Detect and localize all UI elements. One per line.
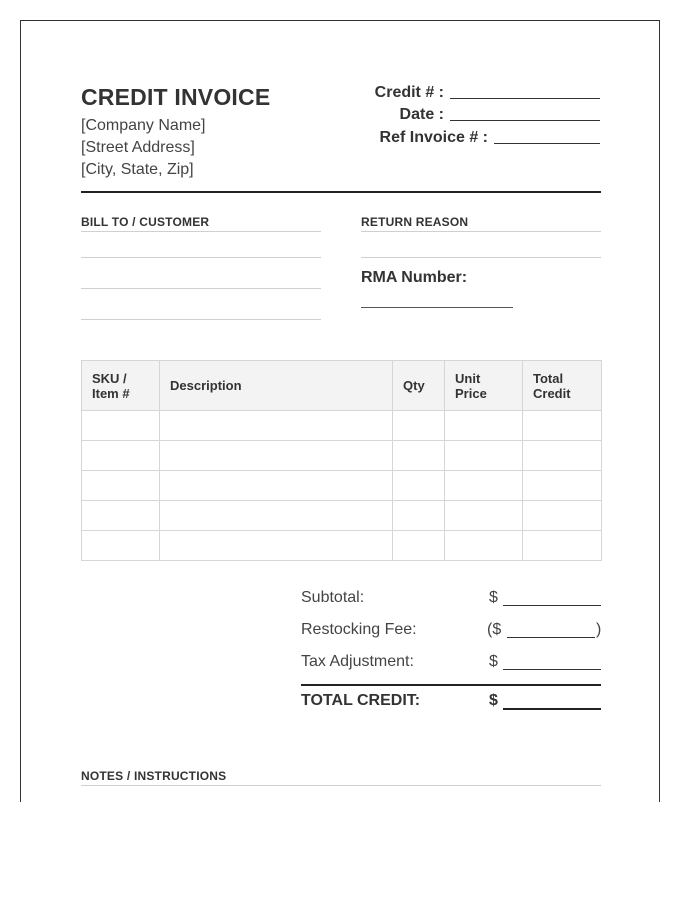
table-cell[interactable] [523,411,602,441]
rma-number-label: RMA Number: [361,269,468,286]
table-cell[interactable] [82,501,160,531]
date-field[interactable] [400,104,600,124]
column-header-description: Description [160,361,393,411]
rma-number-line[interactable] [361,307,513,308]
tax-adjustment-label: Tax Adjustment: [301,653,414,670]
notes-label: NOTES / INSTRUCTIONS [81,769,227,783]
date-label: Date : [399,106,444,123]
bill-to-line-2[interactable] [81,288,321,289]
credit-number-line [450,97,600,99]
credit-number-field[interactable] [375,82,600,102]
tax-adjustment-currency: $ [489,653,498,670]
column-header-qty: Qty [393,361,445,411]
city-state-zip: [City, State, Zip] [81,161,194,178]
date-line [450,119,600,121]
table-cell[interactable] [393,411,445,441]
street-address: [Street Address] [81,139,195,156]
column-header-unit-price: Unit Price [445,361,523,411]
ref-invoice-line [494,142,600,144]
header-divider [81,191,601,193]
table-cell[interactable] [82,441,160,471]
table-cell[interactable] [523,501,602,531]
bill-to-line-3[interactable] [81,319,321,320]
restocking-fee-open: ($ [487,621,502,638]
table-cell[interactable] [445,411,523,441]
bill-to-label: BILL TO / CUSTOMER [81,215,210,229]
table-cell[interactable] [160,411,393,441]
table-cell[interactable] [523,441,602,471]
table-cell[interactable] [393,501,445,531]
ref-invoice-field[interactable] [380,127,600,147]
table-row [82,411,602,441]
return-reason-label: RETURN REASON [361,215,469,229]
restocking-fee-label: Restocking Fee: [301,621,417,638]
subtotal-label: Subtotal: [301,589,365,606]
total-credit-label: TOTAL CREDIT: [301,692,421,709]
table-cell[interactable] [445,471,523,501]
table-cell[interactable] [82,411,160,441]
table-row [82,531,602,561]
subtotal-line[interactable] [503,605,601,606]
table-cell[interactable] [445,441,523,471]
table-cell[interactable] [393,441,445,471]
company-name: [Company Name] [81,117,206,134]
table-cell[interactable] [445,531,523,561]
tax-adjustment-line[interactable] [503,669,601,670]
credit-number-label: Credit # : [374,84,444,101]
ref-invoice-label: Ref Invoice # : [379,129,488,146]
table-cell[interactable] [393,531,445,561]
table-cell[interactable] [160,441,393,471]
table-cell[interactable] [160,501,393,531]
table-cell[interactable] [82,471,160,501]
return-reason-underline [361,231,601,232]
return-reason-line[interactable] [361,257,601,258]
table-row [82,471,602,501]
total-divider [301,684,601,686]
table-header-row [82,361,602,411]
subtotal-currency: $ [489,589,498,606]
table-cell[interactable] [393,471,445,501]
bill-to-underline [81,231,321,232]
column-header-sku: SKU / Item # [82,361,160,411]
table-cell[interactable] [523,471,602,501]
table-cell[interactable] [82,531,160,561]
table-cell[interactable] [445,501,523,531]
total-credit-line[interactable] [503,708,601,710]
items-table [81,360,602,561]
page-title: CREDIT INVOICE [81,84,271,110]
table-row [82,441,602,471]
table-cell[interactable] [160,531,393,561]
notes-underline [81,785,601,786]
restocking-fee-line[interactable] [507,637,595,638]
column-header-total-credit: Total Credit [523,361,602,411]
total-credit-currency: $ [489,692,498,709]
restocking-fee-close: ) [596,621,602,638]
table-row [82,501,602,531]
table-cell[interactable] [523,531,602,561]
bill-to-line-1[interactable] [81,257,321,258]
table-cell[interactable] [160,471,393,501]
